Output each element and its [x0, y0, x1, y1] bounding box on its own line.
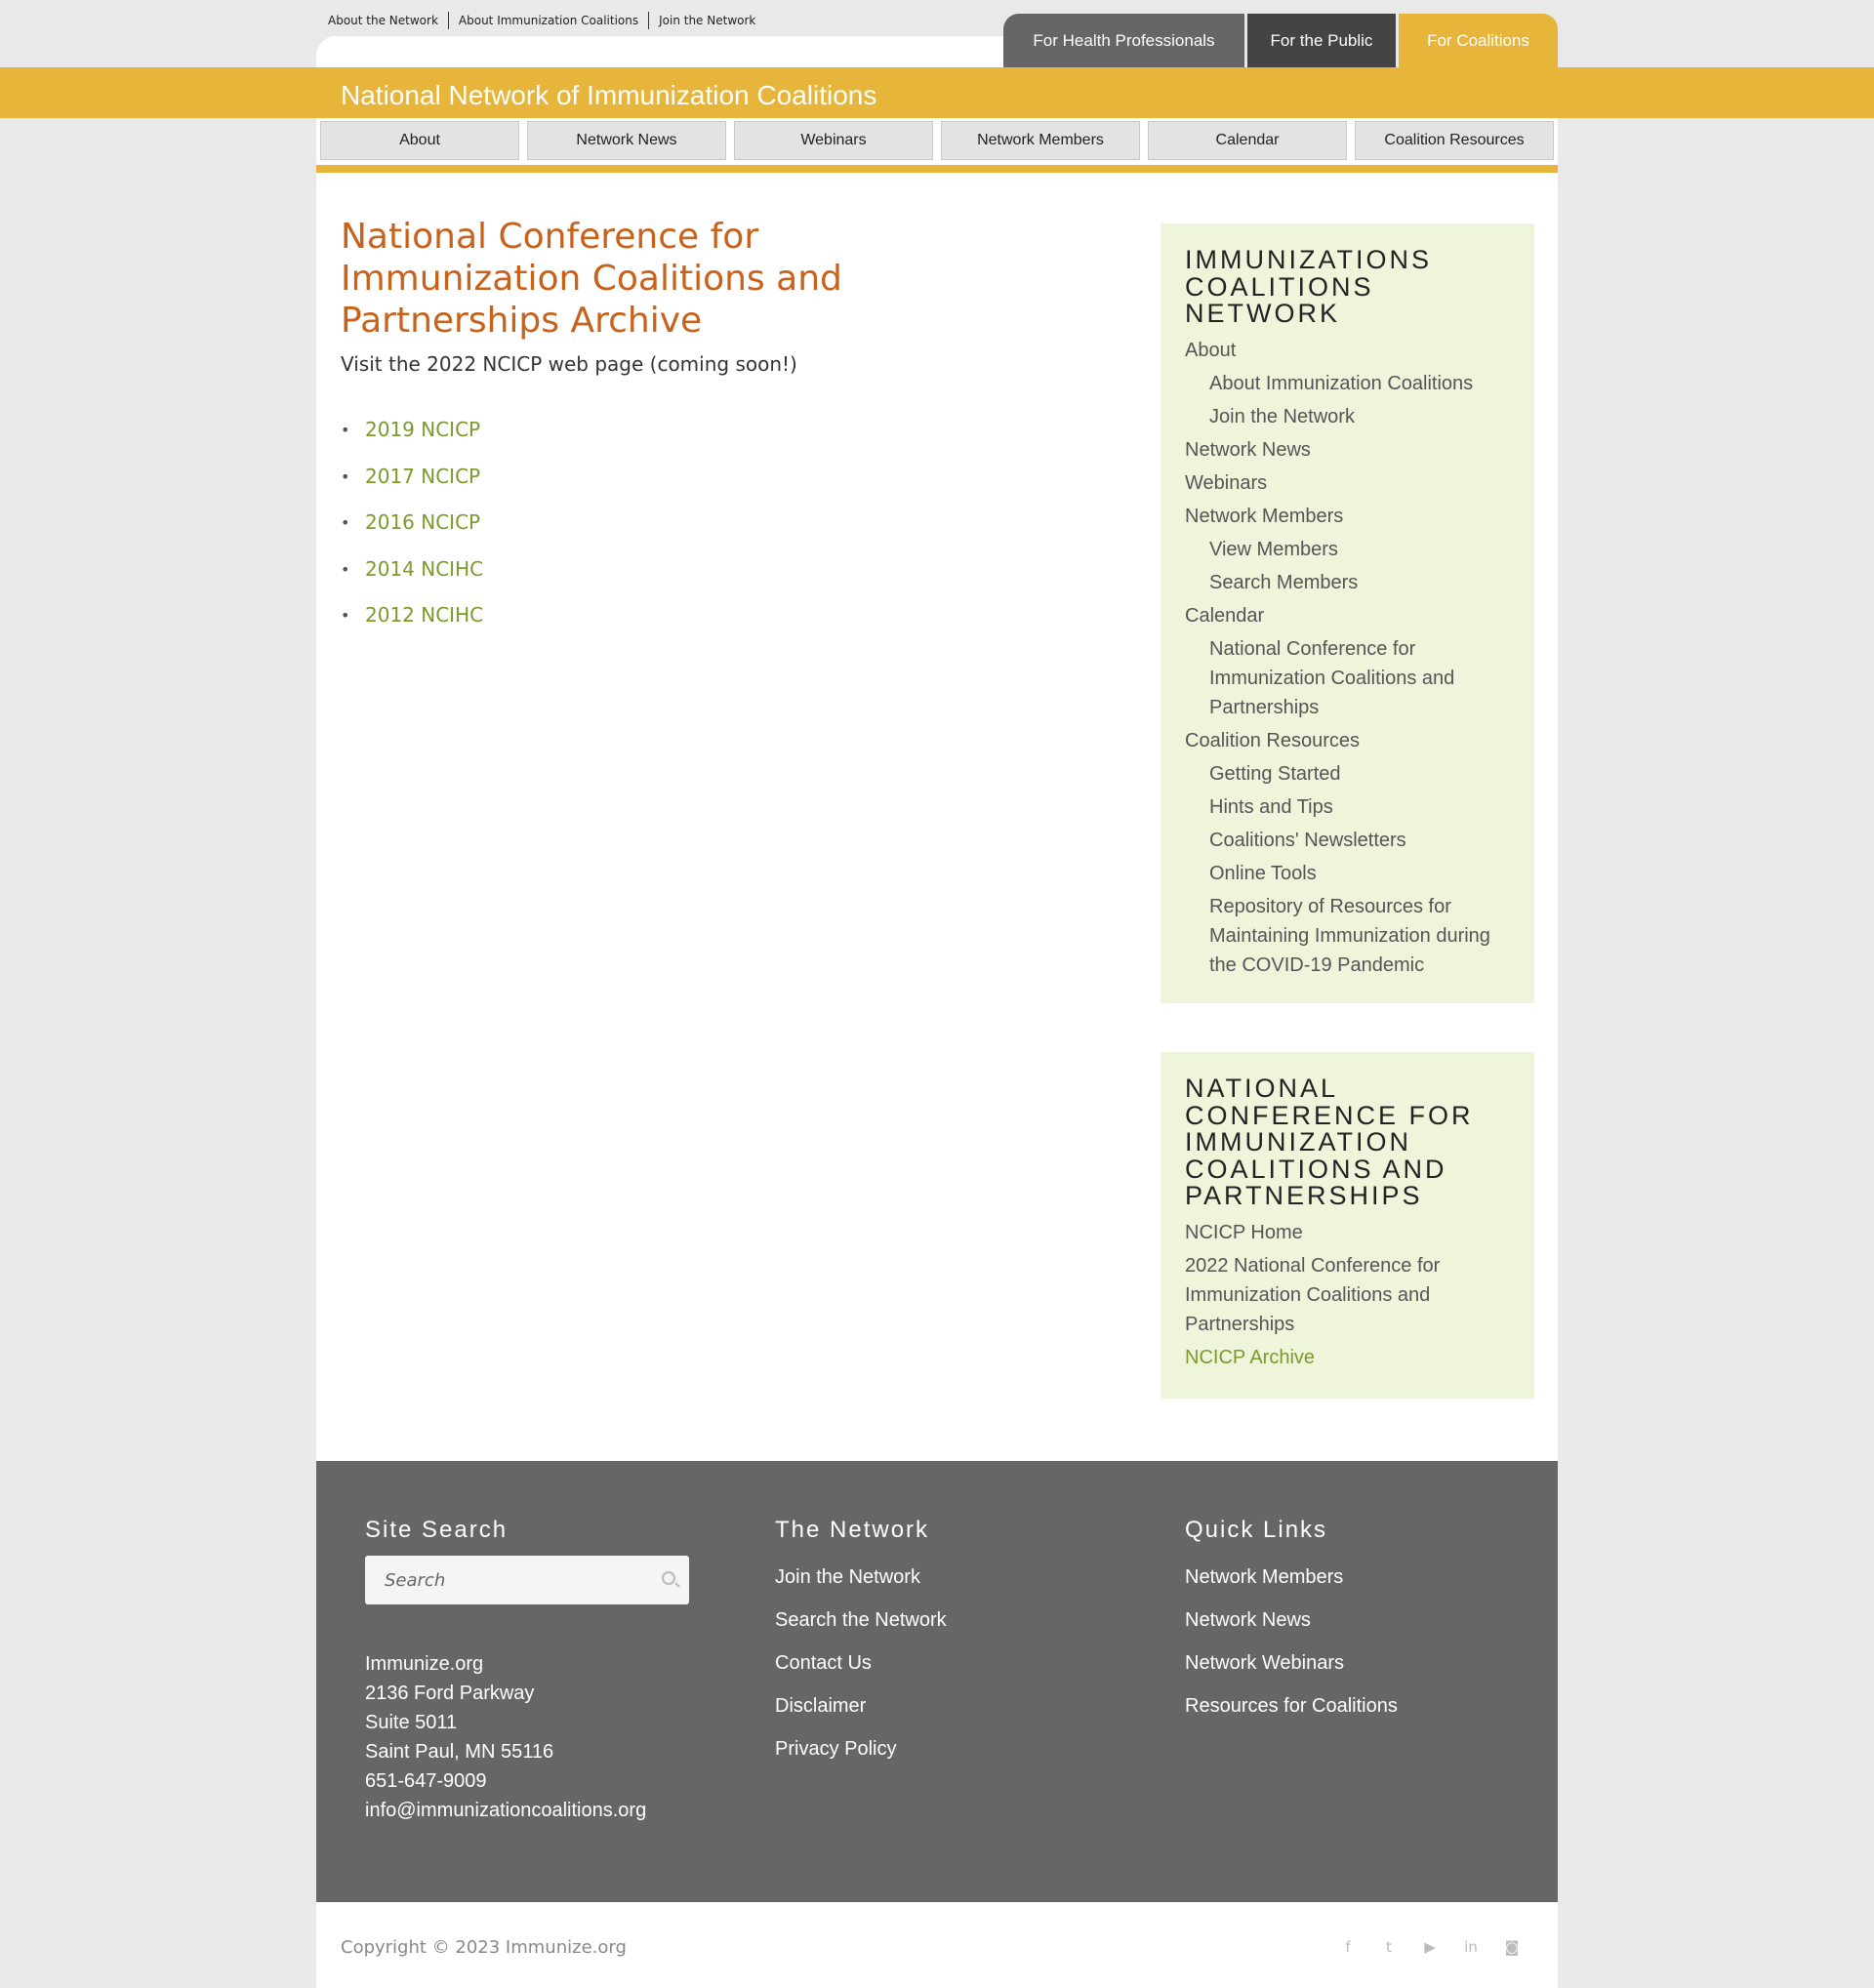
archive-link-2017[interactable]: 2017 NCICP	[365, 464, 481, 488]
sidebar-item-network-members[interactable]: Network Members	[1185, 505, 1344, 527]
archive-link-2019[interactable]: 2019 NCICP	[365, 418, 481, 441]
bullet: •	[341, 467, 350, 486]
address-line: 2136 Ford Parkway	[365, 1683, 535, 1704]
utility-bar-background	[316, 36, 1007, 67]
content-area	[316, 173, 1558, 1461]
intro-text: Visit the 2022 NCICP web page (coming soon!)	[341, 352, 797, 376]
nav-network-members[interactable]: Network Members	[941, 121, 1140, 160]
tab-public[interactable]: For the Public	[1247, 14, 1396, 67]
sidebar-item-newsletters[interactable]: Coalitions' Newsletters	[1209, 829, 1406, 851]
nav-webinars[interactable]: Webinars	[734, 121, 933, 160]
address-line: Suite 5011	[365, 1712, 458, 1733]
nav-coalition-resources[interactable]: Coalition Resources	[1355, 121, 1554, 160]
search-input[interactable]	[365, 1556, 689, 1604]
footer-link-join[interactable]: Join the Network	[775, 1566, 920, 1588]
footer-link-disclaimer[interactable]: Disclaimer	[775, 1695, 867, 1717]
list-item	[341, 603, 483, 650]
sidebar-item-network-news[interactable]: Network News	[1185, 438, 1311, 461]
archive-link-2012[interactable]: 2012 NCIHC	[365, 603, 484, 627]
twitter-icon[interactable]: t	[1386, 1938, 1392, 1956]
site-title[interactable]: National Network of Immunization Coalitions	[341, 80, 877, 110]
utility-link-join[interactable]: Join the Network	[648, 12, 765, 29]
sidebar-item-about[interactable]: About	[1185, 339, 1237, 361]
search-placeholder: Search	[385, 1569, 446, 1591]
footer-link-network-webinars[interactable]: Network Webinars	[1185, 1652, 1345, 1674]
bottom-bar	[316, 1902, 1558, 1988]
footer-link-privacy[interactable]: Privacy Policy	[775, 1738, 897, 1760]
sidebar-item-online-tools[interactable]: Online Tools	[1209, 862, 1317, 884]
footer-heading: Site Search	[365, 1517, 509, 1543]
list-item	[341, 510, 483, 557]
utility-link-about-network[interactable]: About the Network	[328, 14, 438, 27]
sidebar-item-2022-ncicp[interactable]: 2022 National Conference for Immunization Coalitions and Partnerships	[1185, 1254, 1441, 1335]
footer	[316, 1461, 1558, 1902]
address-line: Immunize.org	[365, 1653, 484, 1675]
nav-divider	[316, 165, 1558, 173]
address-line: Saint Paul, MN 55116	[365, 1741, 554, 1763]
tab-health-professionals[interactable]: For Health Professionals	[1003, 14, 1244, 67]
instagram-icon[interactable]: ◙	[1504, 1938, 1520, 1956]
sidebar-item-ncicp-archive[interactable]: NCICP Archive	[1185, 1346, 1316, 1368]
sidebar-item-calendar[interactable]: Calendar	[1185, 604, 1265, 627]
sidebar-item-coalition-resources[interactable]: Coalition Resources	[1185, 729, 1360, 751]
bullet: •	[341, 421, 350, 439]
sidebar-ncicp-menu	[1161, 1052, 1534, 1399]
archive-link-2016[interactable]: 2016 NCICP	[365, 510, 481, 534]
social-icons	[1338, 1937, 1522, 1957]
list-item	[341, 418, 483, 465]
utility-link-about-coalitions[interactable]: About Immunization Coalitions	[448, 12, 648, 29]
sidebar-item-join[interactable]: Join the Network	[1209, 405, 1355, 427]
footer-link-network-members[interactable]: Network Members	[1185, 1566, 1344, 1588]
footer-link-network-news[interactable]: Network News	[1185, 1609, 1311, 1631]
nav-calendar[interactable]: Calendar	[1148, 121, 1347, 160]
tab-coalitions[interactable]: For Coalitions	[1399, 14, 1558, 67]
footer-quick-links-column	[1185, 1517, 1398, 1727]
search-icon[interactable]	[662, 1571, 675, 1585]
email-link[interactable]: info@immunizationcoalitions.org	[365, 1800, 647, 1821]
archive-list	[341, 418, 483, 650]
sidebar-item-ncicp[interactable]: National Conference for Immunization Coalitions and Partnerships	[1209, 637, 1455, 718]
facebook-icon[interactable]: f	[1345, 1938, 1351, 1956]
bullet: •	[341, 559, 350, 579]
main-nav	[316, 118, 1558, 173]
phone-number: 651-647-9009	[365, 1770, 487, 1792]
top-utility-bar	[316, 0, 1558, 67]
nav-about[interactable]: About	[320, 121, 519, 160]
header-band	[0, 67, 1874, 118]
footer-link-contact[interactable]: Contact Us	[775, 1652, 872, 1674]
footer-link-search-network[interactable]: Search the Network	[775, 1609, 947, 1631]
copyright: Copyright © 2023 Immunize.org	[341, 1937, 627, 1958]
nav-network-news[interactable]: Network News	[527, 121, 726, 160]
bullet: •	[341, 513, 350, 532]
youtube-icon[interactable]: ▶	[1424, 1938, 1436, 1956]
utility-links	[328, 12, 765, 29]
footer-search-column	[365, 1517, 689, 1825]
footer-link-resources[interactable]: Resources for Coalitions	[1185, 1695, 1398, 1717]
sidebar-item-hints-tips[interactable]: Hints and Tips	[1209, 795, 1333, 818]
linkedin-icon[interactable]: in	[1464, 1938, 1478, 1956]
footer-address	[365, 1649, 689, 1825]
sidebar-heading: IMMUNIZATIONS COALITIONS NETWORK	[1185, 245, 1432, 328]
sidebar-item-ncicp-home[interactable]: NCICP Home	[1185, 1221, 1303, 1243]
sidebar-item-search-members[interactable]: Search Members	[1209, 571, 1359, 593]
list-item	[341, 557, 483, 604]
sidebar-item-webinars[interactable]: Webinars	[1185, 471, 1268, 494]
list-item	[341, 465, 483, 511]
sidebar-network-menu	[1161, 223, 1534, 1003]
sidebar-heading: NATIONAL CONFERENCE FOR IMMUNIZATION COALITIONS AND PARTNERSHIPS	[1185, 1074, 1474, 1210]
footer-heading: The Network	[775, 1517, 930, 1543]
footer-network-column	[775, 1517, 947, 1770]
page-title: National Conference for Immunization Coalitions and Partnerships Archive	[341, 217, 842, 341]
sidebar-item-view-members[interactable]: View Members	[1209, 538, 1338, 560]
sidebar-item-getting-started[interactable]: Getting Started	[1209, 762, 1341, 785]
audience-tabs	[1000, 14, 1558, 67]
sidebar-item-about-coalitions[interactable]: About Immunization Coalitions	[1209, 372, 1474, 394]
bullet: •	[341, 606, 350, 625]
sidebar-item-covid-repository[interactable]: Repository of Resources for Maintaining Immunization during the COVID-19 Pandemic	[1209, 895, 1490, 976]
footer-heading: Quick Links	[1185, 1517, 1328, 1543]
archive-link-2014[interactable]: 2014 NCIHC	[365, 556, 484, 581]
